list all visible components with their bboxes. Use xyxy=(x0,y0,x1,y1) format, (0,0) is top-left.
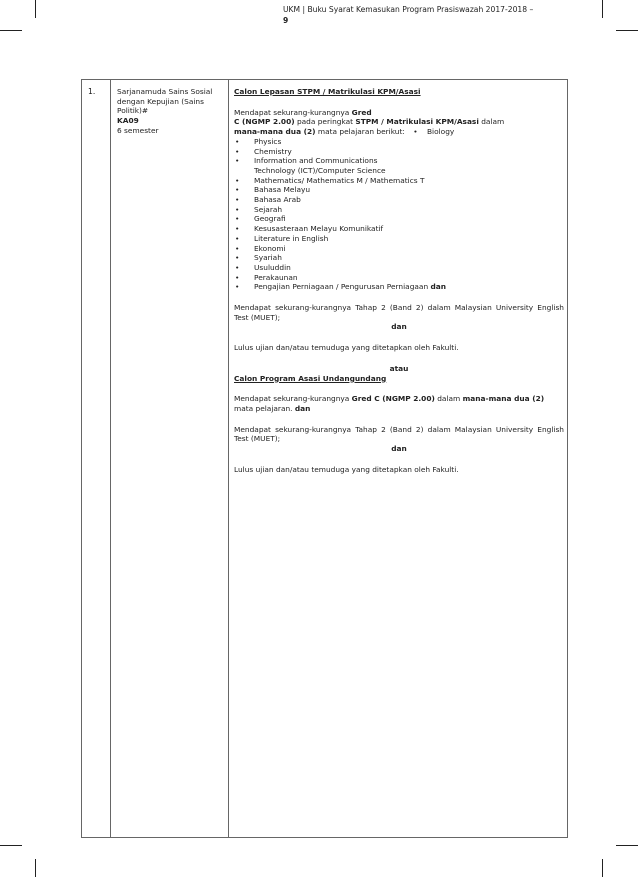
interview-requirement: Lulus ujian dan/atau temuduga yang ditetapkan oleh Fakulti. xyxy=(234,343,459,353)
section-title-asasi: Calon Program Asasi Undangundang xyxy=(234,373,387,383)
muet-requirement: Mendapat sekurang-kurangnya Tahap 2 (Band 2) dalam Malaysian University English Test (MUET); xyxy=(234,424,564,444)
stpm-requirement: Mendapat sekurang-kurangnya Gred C (NGMP 2.00) pada peringkat STPM / Matrikulasi KPM/Asasi dalam mana-mana dua (2) mata pelajaran berikut: • Biology xyxy=(234,107,505,137)
crop-mark xyxy=(0,30,22,31)
program-duration: 6 semester xyxy=(117,125,159,135)
page-number: 9 xyxy=(283,16,289,25)
requirements-table xyxy=(81,79,568,838)
conjunction-atau: atau xyxy=(389,363,409,373)
section-title-stpm: Calon Lepasan STPM / Matrikulasi KPM/Asasi xyxy=(234,87,421,96)
list-item: • Literature in English xyxy=(235,233,329,243)
list-item: • Usuluddin xyxy=(235,262,291,272)
crop-mark xyxy=(602,859,603,877)
list-item: • Bahasa Melayu xyxy=(235,185,311,195)
list-item: • Syariah xyxy=(235,253,282,263)
requirements-cell xyxy=(234,87,564,475)
list-item: • Mathematics/ Mathematics M / Mathematics T xyxy=(235,175,425,185)
program-code: KA09 xyxy=(117,116,139,126)
asasi-requirement: Mendapat sekurang-kurangnya Gred C (NGMP 2.00) dalam mana-mana dua (2) mata pelajaran. dan xyxy=(234,394,545,413)
list-item: • Bahasa Arab xyxy=(235,195,301,205)
subject-list xyxy=(234,137,564,292)
column-divider xyxy=(110,80,111,837)
interview-requirement: Lulus ujian dan/atau temuduga yang ditetapkan oleh Fakulti. xyxy=(234,464,459,474)
conjunction-dan: dan xyxy=(391,444,407,454)
crop-mark xyxy=(616,30,638,31)
list-item: • Geografi xyxy=(235,214,286,224)
crop-mark xyxy=(35,0,36,18)
crop-mark xyxy=(35,859,36,877)
program-name: Sarjanamuda Sains Sosial dengan Kepujian (Sains Politik)# xyxy=(117,87,213,116)
list-item: • Perakaunan xyxy=(235,272,298,282)
page-header xyxy=(283,4,583,26)
list-item: • Biology xyxy=(413,127,455,137)
crop-mark xyxy=(0,845,22,846)
row-number: 1. xyxy=(88,87,96,96)
list-item: • Pengajian Perniagaan / Pengurusan Perniagaan dan xyxy=(235,282,447,292)
list-item: • Sejarah xyxy=(235,204,283,214)
program-cell xyxy=(117,87,229,136)
column-divider xyxy=(228,80,229,837)
muet-requirement: Mendapat sekurang-kurangnya Tahap 2 (Band 2) dalam Malaysian University English Test (MUET); xyxy=(234,303,564,322)
list-item: • Information and Communications Technology (ICT)/Computer Science xyxy=(235,156,386,175)
conjunction-dan: dan xyxy=(391,322,407,332)
crop-mark xyxy=(602,0,603,18)
list-item: • Kesusasteraan Melayu Komunikatif xyxy=(235,224,384,234)
list-item: • Ekonomi xyxy=(235,243,286,253)
list-item: • Chemistry xyxy=(235,146,292,156)
list-item: • Physics xyxy=(235,136,282,146)
crop-mark xyxy=(616,845,638,846)
header-title: UKM | Buku Syarat Kemasukan Program Prasiswazah 2017-2018 – xyxy=(283,5,534,14)
